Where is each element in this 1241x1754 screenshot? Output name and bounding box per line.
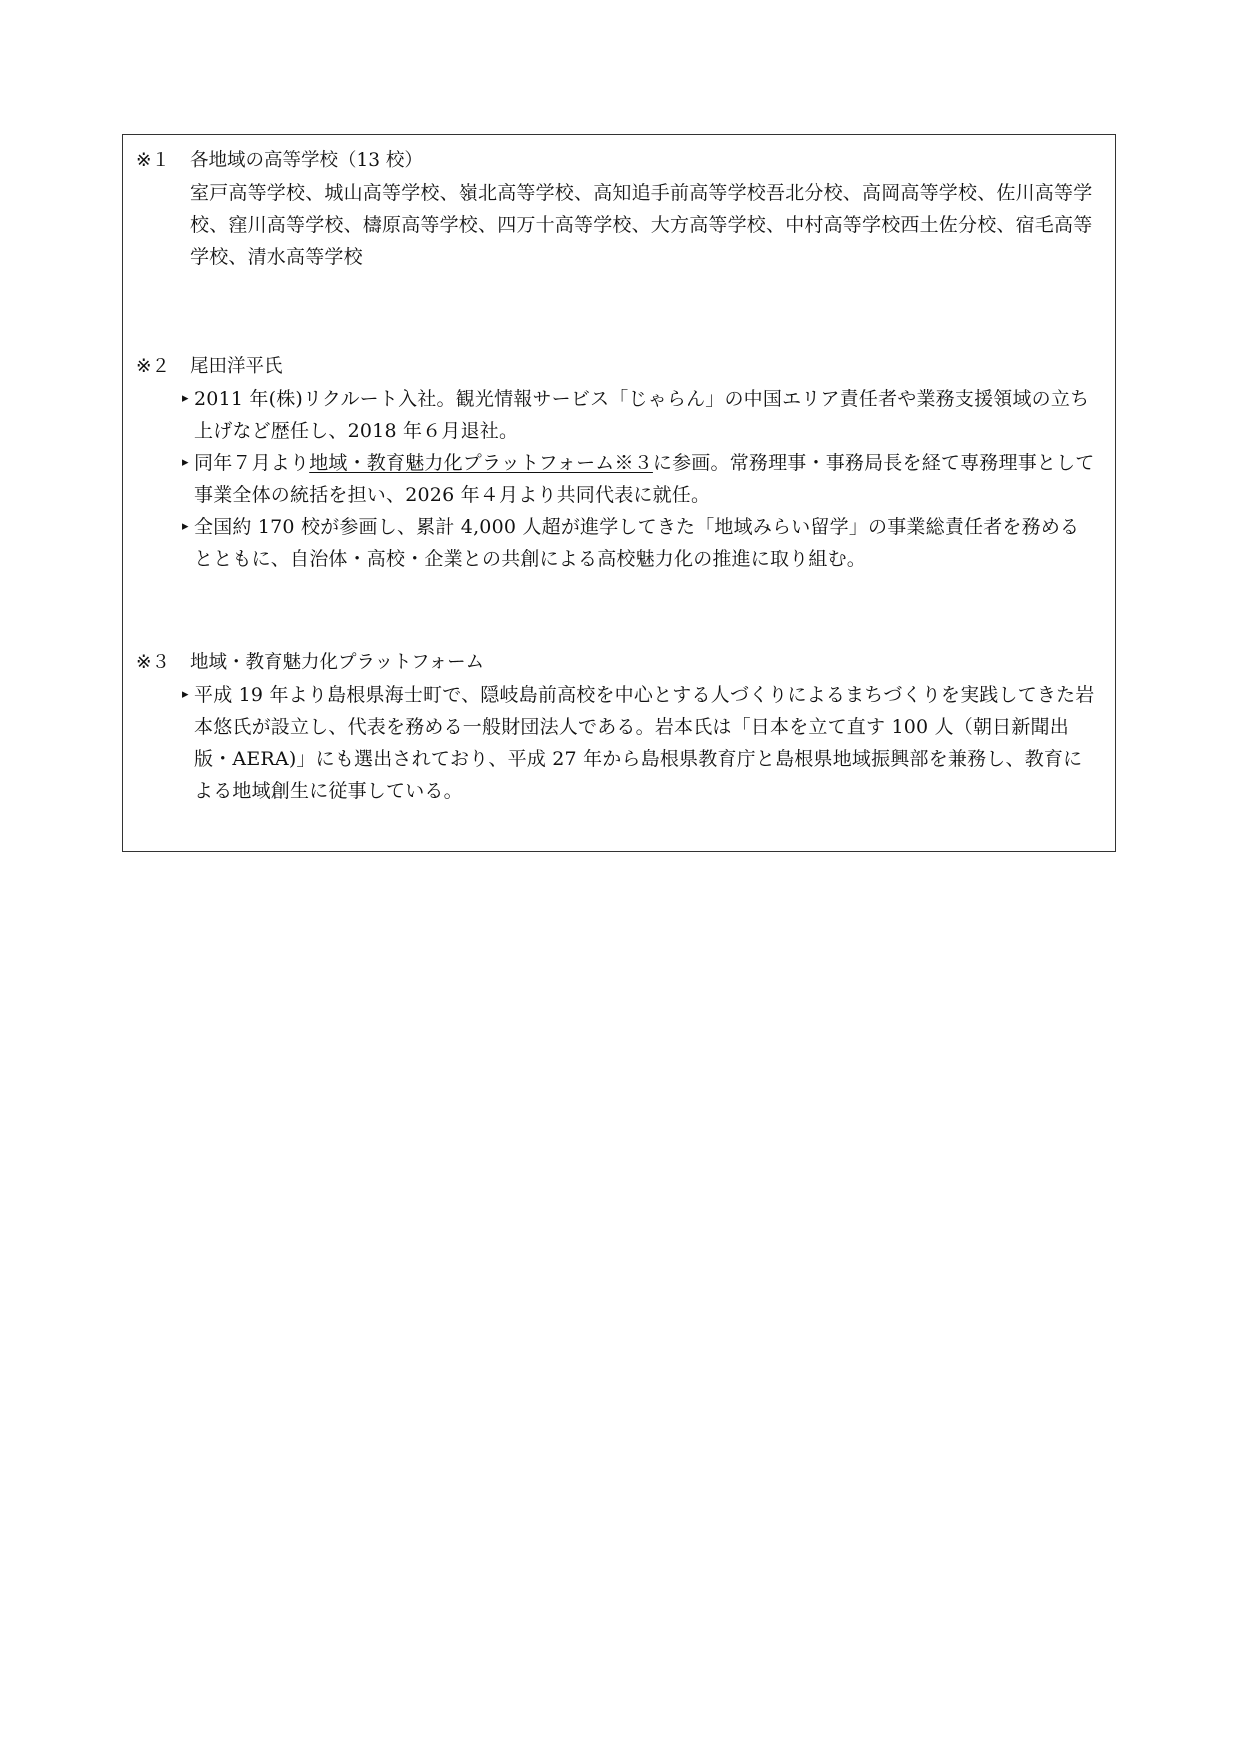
note-1-marker: ※１ [136,150,171,171]
notes-box [122,134,1116,852]
note-3-heading [136,647,1097,679]
note-2-bullet-list [136,383,1097,575]
note-2-title: 尾田洋平氏 [190,356,283,377]
note-2-bullet-2-lead: 同年７月より [194,452,310,474]
note-2-marker: ※２ [136,356,171,377]
note-3 [136,647,1097,807]
note-2 [136,351,1097,575]
note-2-bullet-2-rest: に参画。常務理事・事務局長を経て専務理事として事業全体の統括を担い、2026 年４月より共同代表に就任。 [194,452,1095,506]
note-2-bullet-2 [183,447,1097,511]
note-3-bullet-1: ▸ 平成 19 年より島根県海士町で、隠岐島前高校を中心とする人づくりによるまちづくりを実践してきた岩本悠氏が設立し、代表を務める一般財団法人である。岩本氏は「日本を立て直す 100 人（朝日新聞出版・AERA)」にも選出されており、平成 27 年から島根県教育庁と島根県地域振興部を兼務し、教育による地域創生に従事している。 [183,679,1097,807]
note-3-title: 地域・教育魅力化プラットフォーム [190,652,485,673]
platform-reference-link: 地域・教育魅力化プラットフォーム※３ [309,452,653,474]
note-2-heading [136,351,1097,383]
note-1-heading [136,145,1097,177]
note-1-title: 各地域の高等学校（13 校） [190,150,423,171]
note-2-bullet-3: ▸ 全国約 170 校が参画し、累計 4,000 人超が進学してきた「地域みらい留学」の事業総責任者を務めるとともに、自治体・高校・企業との共創による高校魅力化の推進に取り組む。 [183,511,1097,575]
note-1 [136,145,1097,273]
note-3-bullet-list [136,679,1097,807]
note-1-body: 室戸高等学校、城山高等学校、嶺北高等学校、高知追手前高等学校吾北分校、高岡高等学校、佐川高等学校、窪川高等学校、檮原高等学校、四万十高等学校、大方高等学校、中村高等学校西土佐分校、宿毛高等学校、清水高等学校 [190,182,1093,268]
note-2-bullet-1: ▸ 2011 年(株)リクルート入社。観光情報サービス「じゃらん」の中国エリア責任者や業務支援領域の立ち上げなど歴任し、2018 年６月退社。 [183,383,1097,447]
note-3-marker: ※３ [136,652,171,673]
